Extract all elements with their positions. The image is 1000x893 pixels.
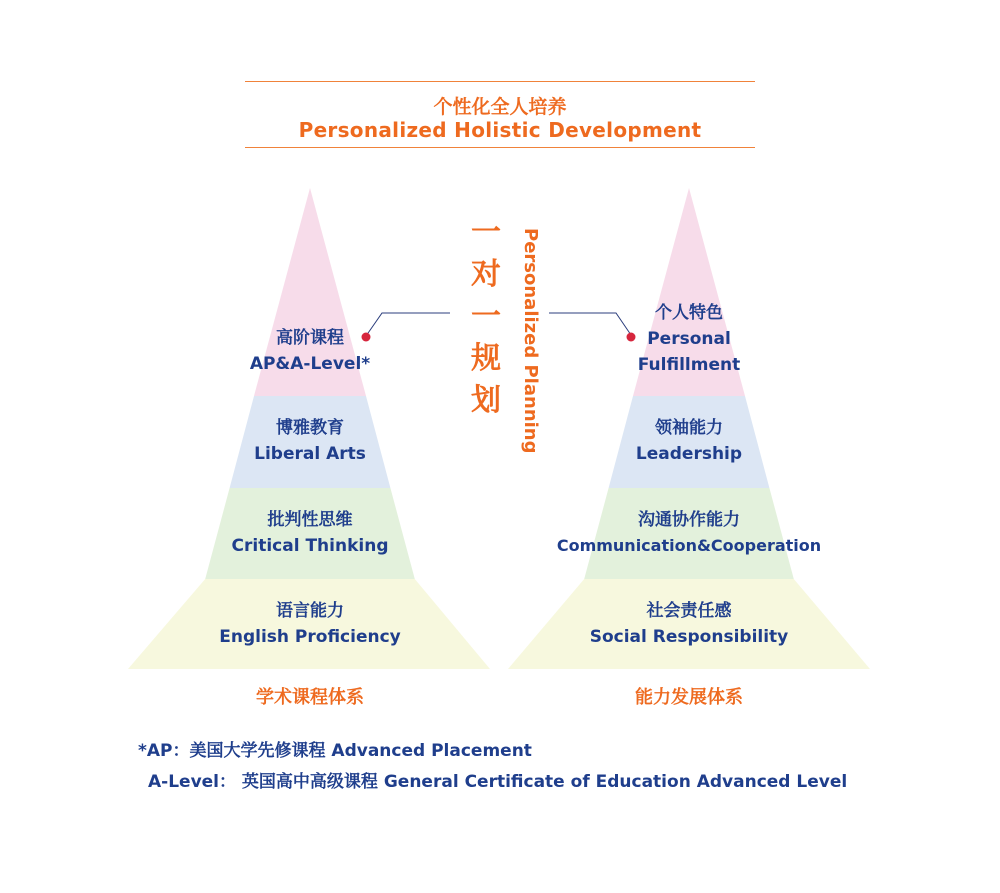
left-level-2-zh: 博雅教育 — [276, 418, 344, 438]
left-level-1-zh: 高阶课程 — [276, 328, 344, 348]
left-level-2 — [150, 415, 470, 467]
right-level-3-zh: 沟通协作能力 — [638, 510, 740, 530]
title-english: Personalized Holistic Development — [298, 118, 702, 142]
left-level-1-en: AP&A-Level* — [249, 354, 371, 374]
right-level-2-zh: 领袖能力 — [655, 418, 723, 438]
center-vertical-chinese — [466, 212, 506, 422]
right-level-1-en-line2: Fulfillment — [637, 355, 741, 375]
center-char-2: 对 — [471, 257, 501, 292]
center-char-3: 一 — [471, 299, 501, 334]
right-level-1-zh: 个人特色 — [655, 303, 723, 323]
right-level-3-en: Communication&Cooperation — [556, 536, 822, 555]
center-vertical-english-text: Personalized Planning — [520, 228, 541, 454]
left-level-4-zh: 语言能力 — [276, 601, 344, 621]
left-base-label: 学术课程体系 — [256, 687, 364, 708]
left-level-4-en: English Proficiency — [219, 627, 401, 647]
center-char-1: 一 — [471, 215, 501, 250]
right-base-label: 能力发展体系 — [635, 687, 743, 708]
right-level-2-en: Leadership — [635, 444, 743, 464]
left-level-3 — [150, 507, 470, 559]
right-level-1 — [529, 300, 849, 378]
right-level-3 — [509, 507, 869, 559]
left-level-3-en: Critical Thinking — [231, 536, 389, 556]
right-level-4-zh: 社会责任感 — [646, 601, 732, 621]
left-level-1 — [150, 325, 470, 377]
title-chinese: 个性化全人培养 — [433, 96, 567, 118]
left-level-3-zh: 批判性思维 — [267, 510, 353, 530]
right-level-4 — [529, 598, 849, 650]
right-level-4-en: Social Responsibility — [589, 627, 789, 647]
footnote-ap: *AP：美国大学先修课程 Advanced Placement — [138, 741, 532, 761]
right-level-2 — [529, 415, 849, 467]
center-char-4: 规 — [471, 341, 501, 376]
left-level-2-en: Liberal Arts — [254, 444, 366, 464]
left-level-4 — [150, 598, 470, 650]
right-level-1-en-line1: Personal — [647, 329, 731, 349]
center-char-5: 划 — [471, 383, 501, 418]
footnote-alevel: A-Level： 英国高中高级课程 General Certificate of Education Advanced Level — [148, 772, 848, 792]
